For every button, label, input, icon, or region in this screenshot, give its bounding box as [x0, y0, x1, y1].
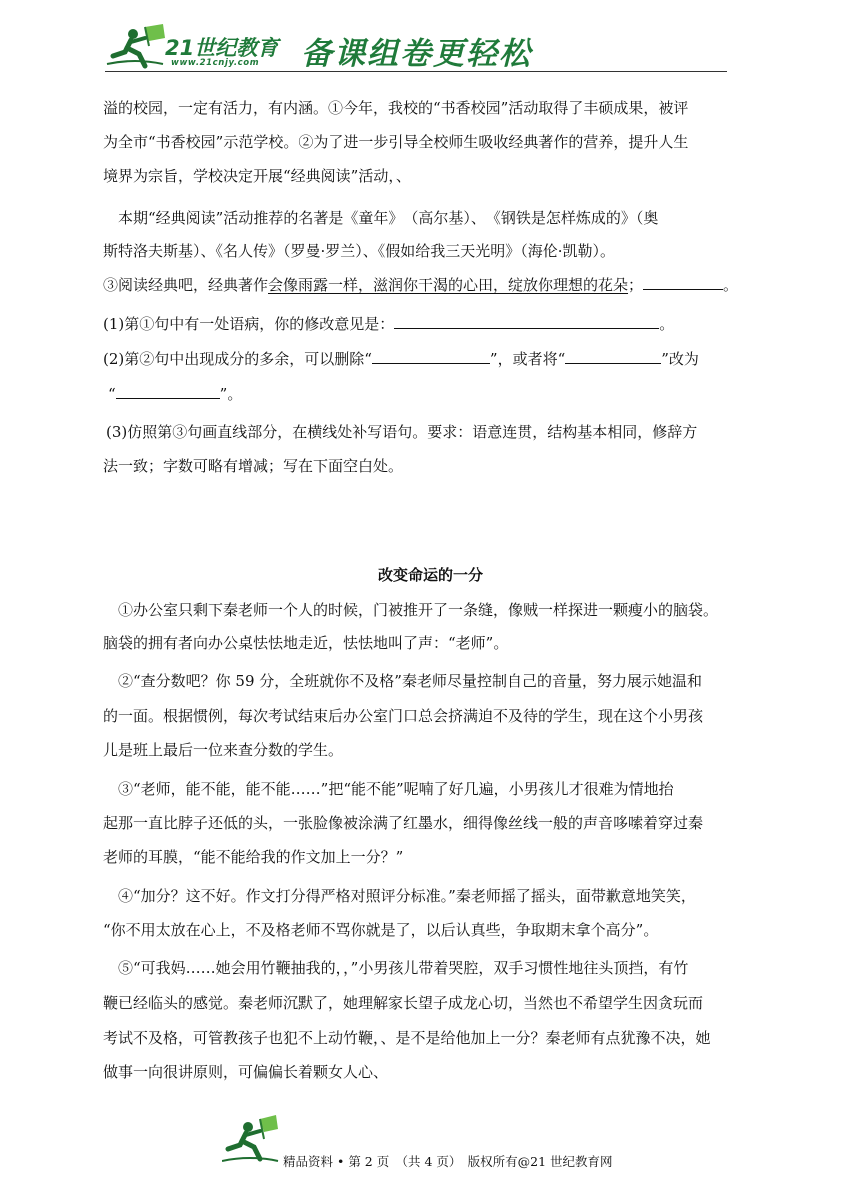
- logo-text: 21世纪教育: [165, 36, 279, 60]
- paragraph-line: ④“加分？这不好。作文打分得严格对照评分标准。”秦老师摇了摇头，面带歉意地笑笑，: [118, 887, 696, 905]
- question-2-cont: [108, 384, 242, 404]
- paragraph-line: ①办公室只剩下秦老师一个人的时候，门被推开了一条缝，像贼一样探进一颗瘦小的脑袋。: [118, 601, 719, 619]
- question-2: [103, 349, 699, 369]
- text-segment: ”。: [219, 385, 243, 403]
- paragraph-line: ②“查分数吧？你 59 分，全班就你不及格”秦老师尽量控制自己的音量，努力展示她温和: [118, 672, 702, 690]
- runner-logo-icon: [105, 24, 167, 70]
- paragraph-line: 老师的耳膜，“能不能给我的作文加上一分？”: [103, 848, 404, 866]
- text-segment: ；: [628, 276, 644, 294]
- paragraph-line: “你不用太放在心上，不及格老师不骂你就是了，以后认真些，争取期末拿个高分”。: [103, 921, 659, 939]
- paragraph-line: 考试不及格，可管教孩子也犯不上动竹鞭，、是不是给他加上一分？秦老师有点犹豫不决，她: [103, 1029, 711, 1047]
- paragraph-line: 的一面。根据惯例，每次考试结束后办公室门口总会挤满迫不及待的学生，现在这个小男孩: [103, 707, 704, 725]
- paragraph-line: ③“老师，能不能，能不能……”把“能不能”呢喃了好几遍，小男孩儿才很难为情地抬: [118, 780, 674, 798]
- answer-blank[interactable]: [565, 349, 661, 364]
- question-line-3-sentence: [103, 275, 738, 295]
- header-slogan: 备课组卷更轻松: [301, 36, 532, 72]
- answer-blank[interactable]: [116, 384, 220, 399]
- text-segment: ”改为: [661, 350, 699, 368]
- footer-runner-logo-icon: [222, 1115, 280, 1167]
- text-segment: 。: [659, 315, 675, 333]
- paragraph-line: 脑袋的拥有者向办公桌怯怯地走近，怯怯地叫了声：“老师”。: [103, 634, 509, 652]
- question-1: [103, 314, 674, 334]
- answer-blank[interactable]: [643, 275, 723, 290]
- paragraph-line: 起那一直比脖子还低的头，一张脸像被涂满了红墨水，细得像丝线一般的声音哆嗦着穿过秦: [103, 814, 704, 832]
- answer-blank[interactable]: [372, 349, 490, 364]
- text-line: 溢的校园，一定有活力，有内涵。①今年，我校的“书香校园”活动取得了丰硕成果，被评: [103, 99, 689, 117]
- question-text: (2)第②句中出现成分的多余，可以删除“: [103, 350, 372, 368]
- text-segment: “: [108, 385, 116, 403]
- paragraph-line: ⑤“可我妈……她会用竹鞭抽我的，，”小男孩儿带着哭腔，双手习惯性地往头顶挡，有竹: [118, 959, 689, 977]
- text-segment: 。: [723, 276, 739, 294]
- story-title: 改变命运的一分: [377, 566, 483, 584]
- page-header: [105, 22, 727, 74]
- footer-text: 精品资料 • 第 2 页 （共 4 页） 版权所有@21 世纪教育网: [283, 1154, 613, 1169]
- underlined-phrase: 会像雨露一样，滋润你干渴的心田，绽放你理想的花朵: [268, 276, 629, 294]
- question-3: (3)仿照第③句画直线部分，在横线处补写语句。要求：语意连贯，结构基本相同，修辞方: [106, 423, 698, 441]
- text-segment: ③阅读经典吧，经典著作: [103, 276, 269, 294]
- text-line: 斯特洛夫斯基）、《名人传》（罗曼·罗兰）、《假如给我三天光明》（海伦·凯勒）。: [103, 242, 616, 260]
- question-text: (1)第①句中有一处语病，你的修改意见是：: [103, 315, 395, 333]
- paragraph-line: 鞭已经临头的感觉。秦老师沉默了，她理解家长望子成龙心切，当然也不希望学生因贪玩而: [103, 994, 704, 1012]
- paragraph-line: 儿是班上最后一位来查分数的学生。: [103, 741, 344, 759]
- text-line: 本期“经典阅读”活动推荐的名著是《童年》 （高尔基）、 《钢铁是怎样炼成的》（奥: [118, 209, 659, 227]
- logo-url: www.21cnjy.com: [171, 58, 260, 68]
- text-segment: ”，或者将“: [489, 350, 566, 368]
- answer-blank[interactable]: [394, 314, 659, 329]
- question-3-cont: 法一致；字数可略有增减；写在下面空白处。: [103, 457, 404, 475]
- text-line: 境界为宗旨，学校决定开展“经典阅读”活动，、: [103, 167, 411, 185]
- paragraph-line: 做事一向很讲原则，可偏偏长着颗女人心、: [103, 1063, 389, 1081]
- text-line: 为全市“书香校园”示范学校。②为了进一步引导全校师生吸收经典著作的营养，提升人生: [103, 133, 689, 151]
- header-divider: [105, 71, 727, 72]
